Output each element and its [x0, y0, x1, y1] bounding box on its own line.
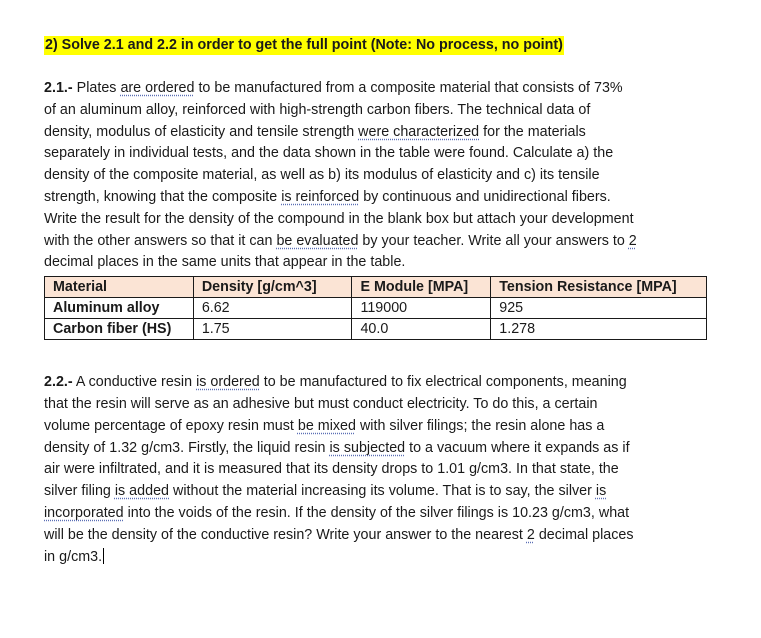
- text-run: in g/cm3.: [44, 548, 103, 565]
- table-cell: 1.75: [193, 319, 352, 340]
- grammar-flagged-text: is subjected: [329, 439, 406, 456]
- grammar-flagged-text: be mixed: [297, 417, 356, 434]
- text-cursor: [103, 548, 104, 564]
- text-run: air were infiltrated, and it is measured that its density drops to 1.01 g/cm3. In that state, the: [44, 461, 619, 478]
- grammar-flagged-text: 2: [526, 526, 535, 543]
- text-line: [44, 165, 710, 187]
- grammar-flagged-text: be evaluated: [276, 232, 359, 249]
- column-header: Density [g/cm^3]: [193, 277, 352, 298]
- text-line: [44, 252, 710, 274]
- text-run: will be the density of the conductive resin? Write your answer to the nearest: [44, 526, 527, 543]
- paragraph-2-1[interactable]: [44, 78, 710, 274]
- grammar-flagged-text: 2: [628, 232, 637, 249]
- row-header-cell: Carbon fiber (HS): [45, 319, 194, 340]
- text-line: [44, 187, 710, 209]
- text-run: with silver filings; the resin alone has a: [355, 417, 605, 434]
- table-cell: 1.278: [491, 319, 707, 340]
- text-line: [44, 503, 710, 525]
- grammar-flagged-text: is added: [114, 483, 169, 500]
- text-line: [44, 209, 710, 231]
- material-data-table[interactable]: [44, 276, 707, 340]
- section-label: 2.1.-: [44, 80, 73, 96]
- text-line: [44, 122, 710, 144]
- text-run: strength, knowing that the composite: [44, 188, 282, 205]
- text-line: [44, 459, 710, 481]
- row-header-cell: Aluminum alloy: [45, 298, 194, 319]
- text-run: density of the composite material, as well as b) its modulus of elasticity and c) its tensile: [44, 167, 600, 184]
- text-line: [44, 143, 710, 165]
- grammar-flagged-text: were characterized: [358, 123, 480, 140]
- table-cell: 119000: [352, 298, 491, 319]
- text-line: [44, 372, 710, 394]
- text-line: [44, 525, 710, 547]
- text-run: Write the result for the density of the compound in the blank box but attach your development: [44, 210, 634, 227]
- text-line: [44, 100, 710, 122]
- text-run: that the resin will serve as an adhesive but must conduct electricity. To do this, a certain: [44, 395, 598, 412]
- text-run: volume percentage of epoxy resin must: [44, 417, 298, 434]
- text-run: of an aluminum alloy, reinforced with high-strength carbon fibers. The technical data of: [44, 101, 591, 118]
- grammar-flagged-text: is ordered: [196, 374, 260, 391]
- text-run: density of 1.32 g/cm3. Firstly, the liquid resin: [44, 439, 330, 456]
- column-header: Material: [45, 277, 194, 298]
- text-run: for the materials: [479, 123, 586, 140]
- text-run: by your teacher. Write all your answers to: [358, 232, 629, 249]
- text-run: without the material increasing its volume. That is to say, the silver: [169, 483, 596, 500]
- text-run: silver filing: [44, 483, 115, 500]
- text-run: separately in individual tests, and the data shown in the table were found. Calculate a) the: [44, 145, 614, 162]
- text-run: to a vacuum where it expands as if: [405, 439, 630, 456]
- text-line: [44, 416, 710, 438]
- table-cell: 925: [491, 298, 707, 319]
- text-line: [44, 394, 710, 416]
- text-line: [44, 481, 710, 503]
- text-run: density, modulus of elasticity and tensile strength: [44, 123, 359, 140]
- text-line: [44, 547, 710, 569]
- column-header: Tension Resistance [MPA]: [491, 277, 707, 298]
- grammar-flagged-text: is: [595, 483, 607, 500]
- question-heading: 2) Solve 2.1 and 2.2 in order to get the full point (Note: No process, no point): [45, 37, 563, 53]
- section-label: 2.2.-: [44, 374, 73, 391]
- text-line: [44, 438, 710, 460]
- table-cell: 40.0: [352, 319, 491, 340]
- text-run: by continuous and unidirectional fibers.: [359, 188, 611, 205]
- table-row: [45, 319, 707, 340]
- text-run: Plates: [76, 80, 121, 96]
- table-row: [45, 298, 707, 319]
- paragraph-2-2[interactable]: [44, 372, 710, 568]
- text-run: A conductive resin: [75, 374, 197, 391]
- text-run: decimal places in the same units that appear in the table.: [44, 254, 406, 271]
- text-run: into the voids of the resin. If the density of the silver filings is 10.23 g/cm3, what: [123, 504, 630, 521]
- grammar-flagged-text: are ordered: [120, 80, 195, 96]
- text-run: decimal places: [534, 526, 634, 543]
- text-run: with the other answers so that it can: [44, 232, 277, 249]
- text-run: to be manufactured from a composite material that consists of 73%: [194, 80, 623, 96]
- text-run: to be manufactured to fix electrical components, meaning: [259, 374, 627, 391]
- grammar-flagged-text: is reinforced: [281, 188, 360, 205]
- table-header-row: [45, 277, 707, 298]
- table-cell: 6.62: [193, 298, 352, 319]
- column-header: E Module [MPA]: [352, 277, 491, 298]
- text-line: [44, 231, 710, 253]
- document-page[interactable]: [44, 36, 710, 568]
- text-line: [44, 78, 710, 100]
- grammar-flagged-text: incorporated: [44, 504, 124, 521]
